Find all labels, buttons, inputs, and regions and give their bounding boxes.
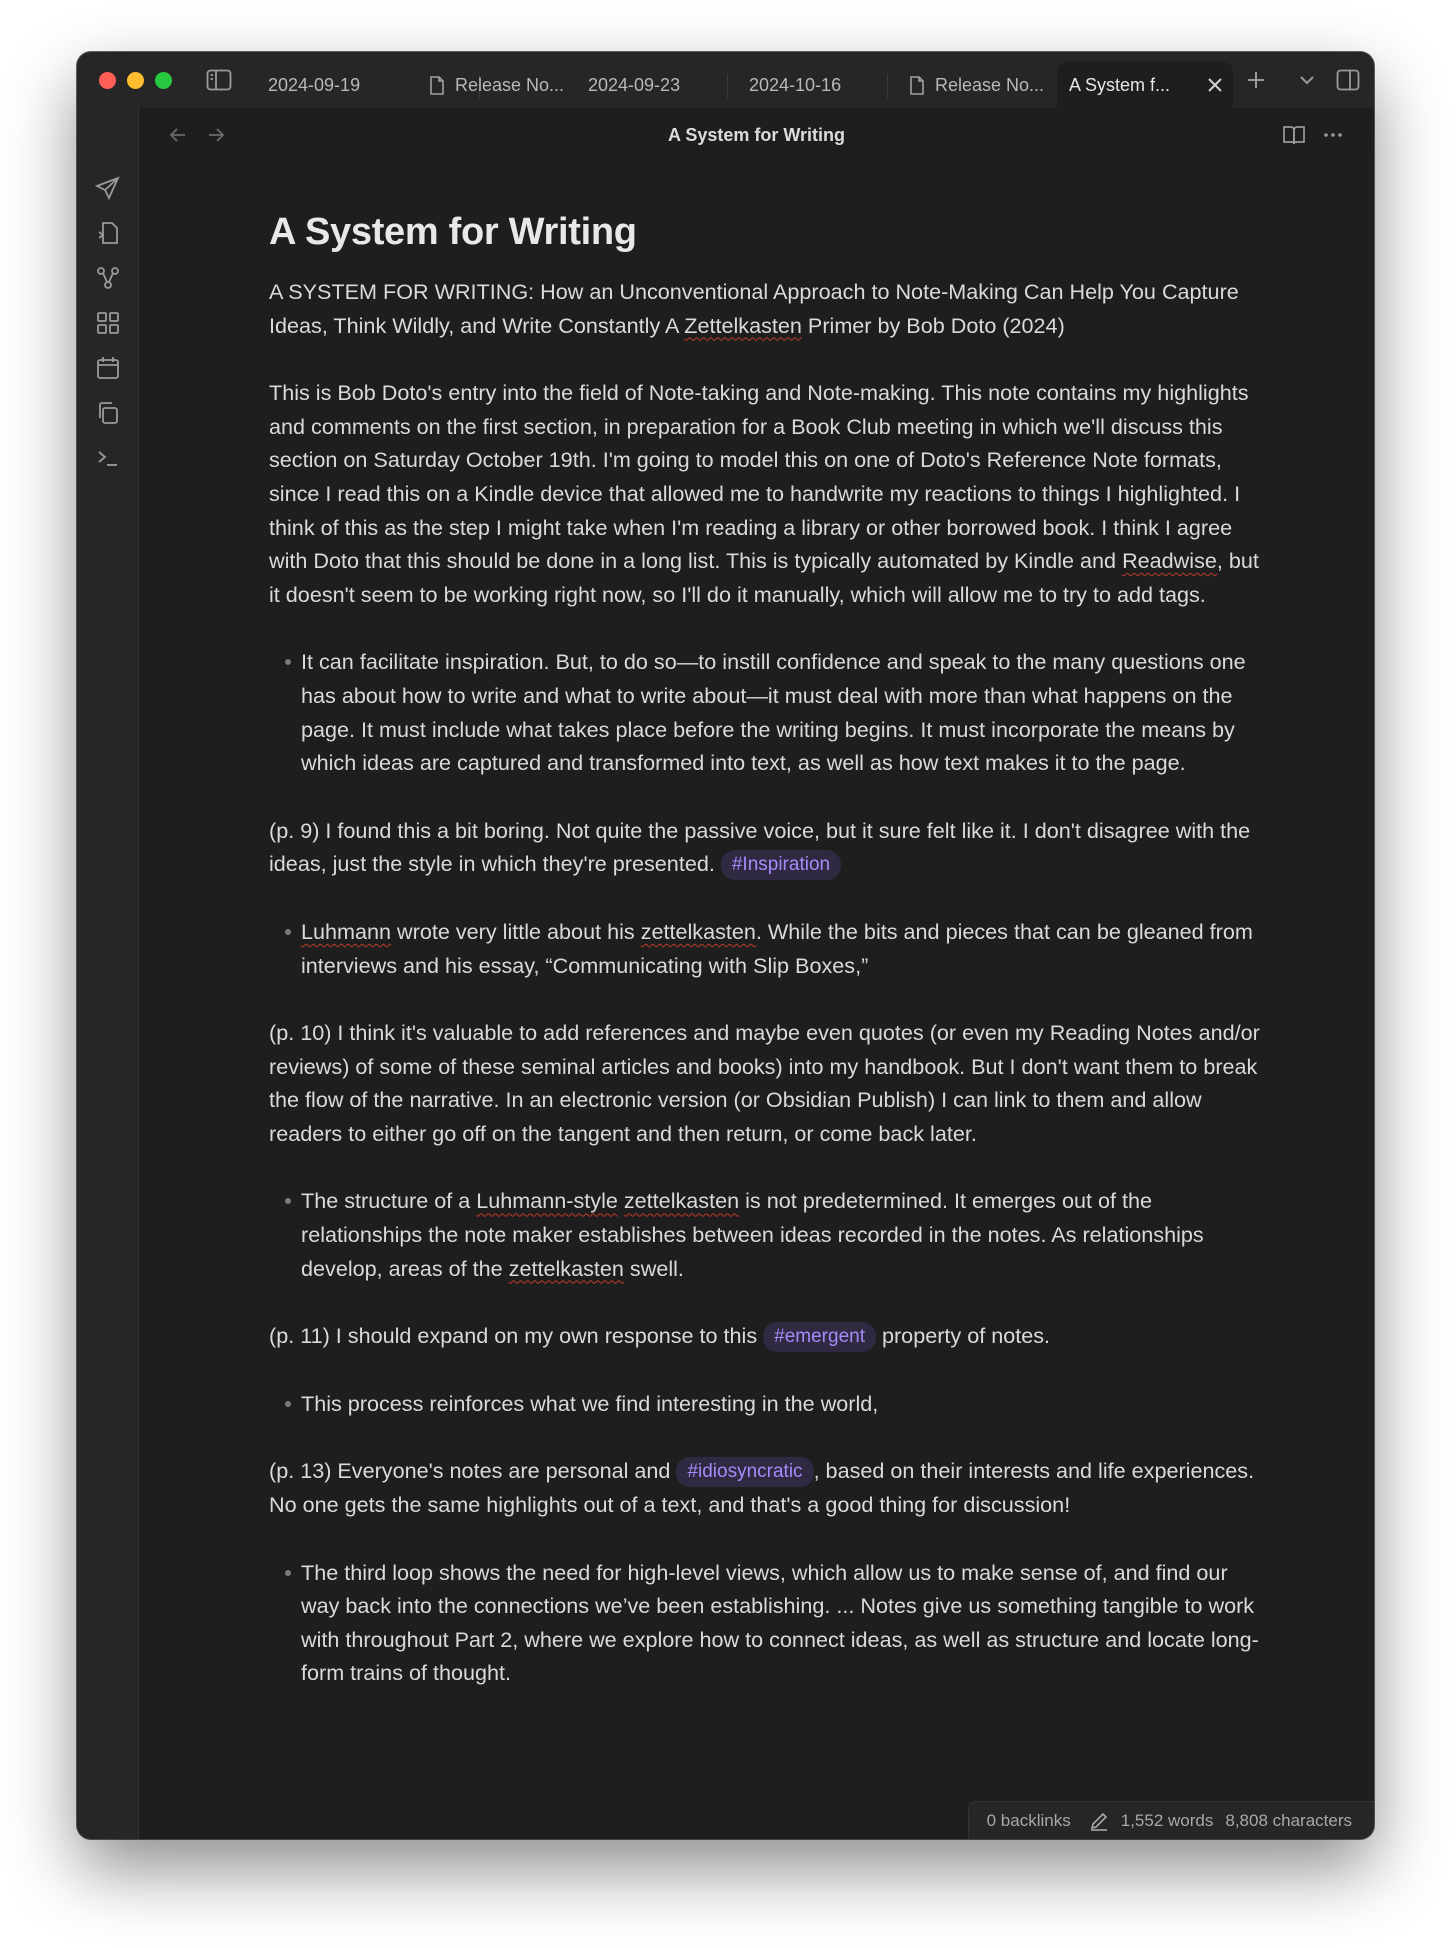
misspelled-word: Luhmann-style [476, 1188, 618, 1214]
tab-release-notes-2[interactable] [909, 62, 1044, 108]
list-item[interactable] [301, 1184, 1269, 1285]
tab-label: Release No... [935, 74, 1045, 95]
misspelled-word: Readwise [1122, 548, 1217, 574]
note-subtitle-paragraph[interactable] [269, 275, 1269, 342]
calendar-icon[interactable] [95, 355, 121, 381]
list-item[interactable] [301, 1387, 1269, 1421]
text-span: swell. [623, 1255, 684, 1281]
comment-paragraph[interactable]: (p. 10) I think it's valuable to add references and maybe even quotes (or even my Reading Notes and/or reviews) of some of these seminal articles and books) into my handbook. But I don't want them to break the flow of the narrative. In an electronic version (or Obsidian Publish) I can link to them and allow readers to either go off on the tangent and then return, or come back later. [269, 1020, 1260, 1146]
comment-paragraph[interactable] [269, 1319, 1269, 1353]
note-title[interactable]: A System for Writing [269, 211, 637, 253]
tab-label: 2024-09-19 [268, 74, 361, 95]
document-icon [429, 76, 445, 95]
quote-list [269, 1556, 1269, 1690]
tab-divider [887, 74, 888, 98]
text-span: Primer by Bob Doto (2024) [801, 312, 1065, 338]
view-title[interactable]: A System for Writing [667, 125, 846, 145]
quote-list [269, 645, 1269, 779]
list-item[interactable] [301, 1556, 1269, 1690]
text-span: A SYSTEM FOR WRITING: How an Unconventional Approach to Note-Making Can Help You Capture Ideas, Think Wildly, and Write Constantly A [269, 279, 1239, 338]
text-span: It can facilitate inspiration. But, to do so—to instill confidence and speak to the many questions one has about how to write and what to write about—it must deal with more than what happens on the page. It must include what takes place before the writing begins. It must incorporate the means by which ideas are captured and transformed into text, as well as how text makes it to the page. [301, 649, 1246, 776]
quote-list [269, 915, 1269, 982]
text-span: The structure of a [301, 1188, 477, 1214]
quote-list [269, 1184, 1269, 1285]
text-span: is not predetermined. It emerges out of the relationships the note maker establishes between ideas recorded in the notes. As relationships develop, areas of the [301, 1188, 1204, 1281]
tab-bar [77, 52, 1374, 108]
tab-a-system-for-writing[interactable] [1057, 62, 1233, 108]
tab-release-notes-1[interactable] [429, 62, 564, 108]
left-sidebar-toggle-icon[interactable] [206, 69, 232, 91]
chevron-down-icon[interactable] [1295, 68, 1319, 92]
note-content[interactable] [269, 208, 1269, 1724]
intro-paragraph[interactable] [269, 376, 1269, 611]
status-bar [968, 1801, 1374, 1839]
view-header [139, 108, 1374, 162]
close-tab-icon[interactable] [1205, 75, 1225, 95]
bullet-icon [285, 929, 291, 935]
tag-idiosyncratic[interactable]: #idiosyncratic [676, 1457, 813, 1487]
text-span: The third loop shows the need for high-level views, which allow us to make sense of, and find our way back into the connections we’ve been establishing. ... Notes give us something tangible to work with throughout Part 2, where we explore how to connect ideas, as well as structure and locate long-form trains of thought. [301, 1559, 1259, 1686]
tab-2024-10-16[interactable] [749, 62, 841, 108]
text-span: , but it doesn't seem to be working right now, so I'll do it manually, which will allow me to try to add tags. [269, 548, 1259, 607]
tab-divider [727, 74, 728, 98]
misspelled-word: zettelkasten [623, 1188, 740, 1214]
bullet-icon [285, 1570, 291, 1576]
misspelled-word: Luhmann [301, 918, 392, 944]
app-window [77, 52, 1374, 1839]
misspelled-word: Zettelkasten [684, 312, 802, 338]
text-span: . While the bits and pieces that can be gleaned from interviews and his essay, “Communicating with Slip Boxes,” [301, 918, 1253, 978]
text-span: wrote very little about his [391, 918, 641, 944]
canvas-grid-icon[interactable] [95, 310, 121, 336]
list-item[interactable] [301, 645, 1269, 779]
more-options-icon[interactable] [1321, 123, 1345, 147]
file-switch-icon[interactable] [95, 220, 121, 246]
text-span: (p. 11) I should expand on my own response to this [269, 1323, 764, 1349]
bullet-icon [285, 659, 291, 665]
send-icon[interactable] [95, 175, 121, 201]
new-tab-icon[interactable] [1244, 68, 1268, 92]
text-span: (p. 13) Everyone's notes are personal and [269, 1458, 677, 1484]
document-icon [909, 76, 925, 95]
comment-paragraph[interactable] [269, 814, 1269, 881]
text-span: (p. 9) I found this a bit boring. Not quite the passive voice, but it sure felt like it. I don't disagree with the ideas, just the style in which they're presented. [269, 817, 1251, 877]
tab-2024-09-19[interactable] [268, 62, 360, 108]
bullet-icon [285, 1198, 291, 1204]
word-count: 1,552 words [1120, 1810, 1214, 1830]
pencil-edit-icon[interactable] [1089, 1811, 1109, 1831]
text-span: This is Bob Doto's entry into the field of Note-taking and Note-making. This note contains my highlights and comments on the first section, in preparation for a Book Club meeting in which we'll discuss this section on Saturday October 19th. I'm going to model this on one of Doto's Reference Note formats, since I read this on a Kindle device that allowed me to handwrite my reactions to things I highlighted. I think of this as the step I might take when I'm reading a library or other borrowed book. I think I agree with Doto that this should be done in a long list. This is typically automated by Kindle and [269, 380, 1249, 574]
character-count: 8,808 characters [1225, 1810, 1352, 1830]
tab-2024-09-23[interactable] [588, 62, 680, 108]
quote-list [269, 1387, 1269, 1421]
terminal-icon[interactable] [95, 445, 121, 471]
misspelled-word: zettelkasten [508, 1255, 624, 1281]
tag-emergent[interactable]: #emergent [763, 1322, 876, 1352]
comment-paragraph[interactable] [269, 1454, 1269, 1521]
reading-view-book-icon[interactable] [1282, 123, 1306, 147]
graph-view-icon[interactable] [95, 265, 121, 291]
minimize-window-button[interactable] [127, 72, 144, 89]
misspelled-word: zettelkasten [640, 918, 756, 944]
tab-label: A System f... [1069, 74, 1171, 95]
tag-inspiration[interactable]: #Inspiration [721, 850, 841, 880]
zoom-window-button[interactable] [155, 72, 172, 89]
copy-icon[interactable] [95, 400, 121, 426]
bullet-icon [285, 1401, 291, 1407]
text-span: property of notes. [875, 1323, 1051, 1349]
text-span: This process reinforces what we find interesting in the world, [301, 1390, 879, 1416]
tab-label: 2024-09-23 [588, 74, 681, 95]
backlinks-count[interactable]: 0 backlinks [986, 1810, 1071, 1830]
right-sidebar-toggle-icon[interactable] [1336, 68, 1360, 92]
tab-label: 2024-10-16 [749, 74, 842, 95]
close-window-button[interactable] [99, 72, 116, 89]
left-ribbon [77, 108, 139, 1839]
tab-label: Release No... [455, 74, 565, 95]
list-item[interactable] [301, 915, 1269, 982]
text-span: , based on their interests and life experiences. No one gets the same highlights out of a text, and that's a good thing for discussion! [269, 1458, 1255, 1518]
